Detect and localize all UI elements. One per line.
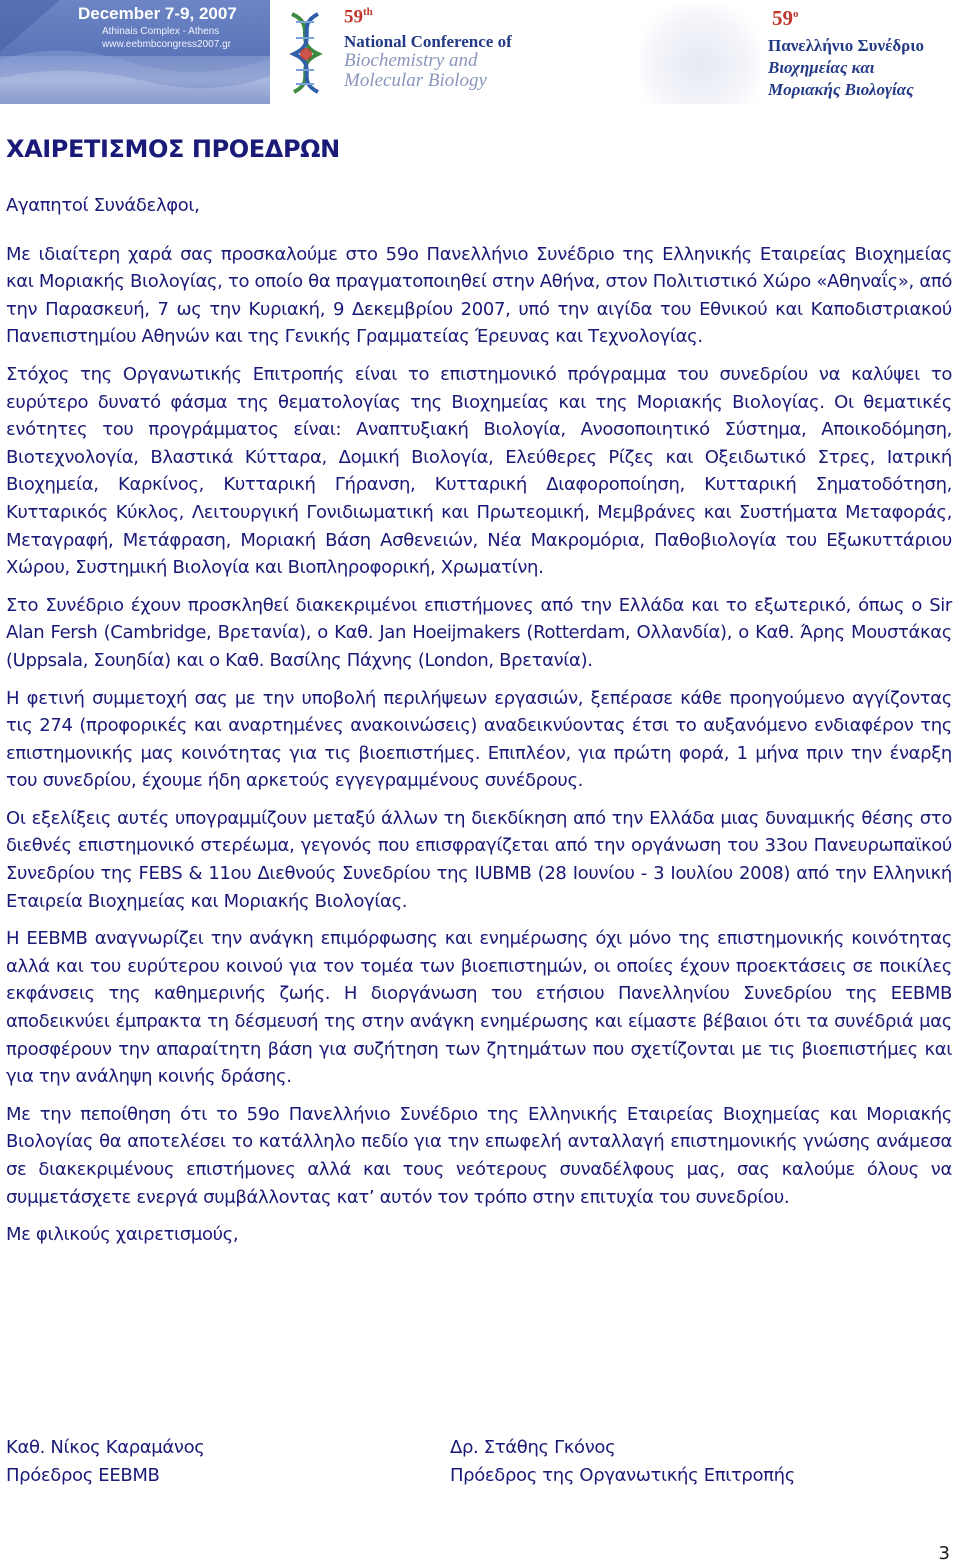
greek-title-line1: Πανελλήνιο Συνέδριο [768, 36, 925, 55]
signature-block [6, 1434, 952, 1494]
greek-title-line3: Μοριακής Βιολογίας [768, 80, 914, 99]
page-number: 3 [938, 1543, 950, 1564]
conference-banner [0, 0, 960, 104]
banner-watermark-image [640, 4, 760, 104]
paragraph-invitation: Με ιδιαίτερη χαρά σας προσκαλούμε στο 59ο Πανελλήνιο Συνέδριο της Ελληνικής Εταιρείας Βιοχημείας και Μοριακής Βιολογίας, το οποίο θα πραγματοποιηθεί στην Αθήνα, στον Πολιτιστικό Χώρο «Αθηναΐς», από την Παρασκευή, 7 ως την Κυριακή, 9 Δεκεμβρίου 2007, υπό την αιγίδα του Εθνικού και Καποδιστριακού Πανεπιστημίου Αθηνών και της Γενικής Γραμματείας Έρευνας και Τεχνολογίας. [6, 243, 952, 348]
paragraph-febs: Οι εξελίξεις αυτές υπογραμμίζουν μεταξύ άλλων τη διεκδίκηση από την Ελλάδα μιας δυναμικής θέσης στο διεθνές επιστημονικό στερέωμα, γεγονός που επισφραγίζεται από την οργάνωση του 33ου Πανευρωπαϊκού Συνεδρίου της FEBS & 11ου Διεθνούς Συνεδρίου της IUBMB (28 Ιουνίου - 3 Ιουλίου 2008) από την Ελληνική Εταιρεία Βιοχημείας και Μοριακής Βιολογίας. [6, 807, 952, 912]
dna-molecule-logo-icon [278, 10, 336, 96]
banner-photo-strip [0, 56, 270, 104]
paragraph-program: Στόχος της Οργανωτικής Επιτροπής είναι το επιστημονικό πρόγραμμα του συνεδρίου να καλύψει το ευρύτερο δυνατό φάσμα της θεματολογίας της Βιοχημείας και της Μοριακής Βιολογίας. Οι θεματικές ενότητες του προγράμματος είναι: Αναπτυξιακή Βιολογία, Ανοσοποιητικό Σύστημα, Αποικοδόμηση, Βιοτεχνολογία, Βλαστικά Κύτταρα, Δομική Βιολογία, Ελεύθερες Ρίζες και Οξειδωτικό Στρες, Ιατρική Βιοχημεία, Καρκίνος, Κυτταρική Γήρανση, Κυτταρική Διαφοροποίηση, Κυτταρική Σηματοδότηση, Κυτταρικός Κύκλος, Λειτουργική Γονιδιωματική και Πρωτεομική, Μεμβράνες και Συστήματα Μεταφοράς, Μεταγραφή, Μετάφραση, Μοριακή Βάση Ασθενειών, Νέα Μακρομόρια, Παθοβιολογία του Εξωκυττάριου Χώρου, Συστημική Βιολογία και Βιοπληροφορική, Χρωματίνη. [6, 363, 952, 579]
paragraph-speakers: Στο Συνέδριο έχουν προσκληθεί διακεκριμένοι επιστήμονες από την Ελλάδα και το εξωτερικό, όπως ο Sir Alan Fersh (Cambridge, Βρετανία), ο Καθ. Jan Hoeijmakers (Rotterdam, Ολλανδία), ο Καθ. Άρης Μουστάκας (Uppsala, Σουηδία) και ο Καθ. Βασίλης Πάχνης (London, Βρετανία). [6, 594, 952, 671]
conference-subtitle-line1: Biochemistry and [344, 50, 478, 71]
conference-number: 59th [344, 6, 373, 28]
conference-title: National Conference of [344, 32, 512, 51]
banner-location: Athinais Complex - Athens [102, 26, 220, 37]
banner-website: www.eebmbcongress2007.gr [102, 39, 231, 50]
banner-date-panel [0, 0, 270, 104]
greeting: Αγαπητοί Συνάδελφοι, [6, 195, 200, 216]
paragraph-eebmb: Η ΕΕΒΜΒ αναγνωρίζει την ανάγκη επιμόρφωσης και ενημέρωσης όχι μόνο της επιστημονικής κοινότητας αλλά και του ευρύτερου κοινού για τον τομέα των βιοεπιστημών, οι οποίες έχουν προεκτάσεις σε ποικίλες εκφάνσεις της καθημερινής ζωής. Η διοργάνωση του ετήσιου Πανελληνίου Συνεδρίου της ΕΕΒΜΒ αποδεικνύει έμπρακτα τη δέσμευσή της στην ανάγκη ενημέρωσης και είμαστε βέβαιοι ότι τα συνέδριά μας προσφέρουν την απαραίτητη βάση για συζήτηση των ζητημάτων που σχετίζονται με τις βιοεπιστήμες και για την ανάληψη κοινής δράσης. [6, 928, 952, 1088]
signature-president [6, 1434, 205, 1490]
signature-role: Πρόεδρος της Οργανωτικής Επιτροπής [450, 1465, 795, 1486]
banner-date: December 7-9, 2007 [78, 4, 237, 23]
signature-name: Καθ. Νίκος Καραμάνος [6, 1437, 205, 1458]
closing-salutation: Με φιλικούς χαιρετισμούς, [6, 1224, 239, 1246]
page-title: ΧΑΙΡΕΤΙΣΜΟΣ ΠΡΟΕΔΡΩΝ [6, 135, 340, 163]
signature-role: Πρόεδρος ΕΕΒΜΒ [6, 1465, 160, 1486]
letter-body [6, 192, 952, 1249]
signature-name: Δρ. Στάθης Γκόνος [450, 1437, 616, 1458]
paragraph-participation: Η φετινή συμμετοχή σας με την υποβολή περιλήψεων εργασιών, ξεπέρασε κάθε προηγούμενο αγγίζοντας τις 274 (προφορικές και αναρτημένες ανακοινώσεις) αναδεικνύοντας έτσι το αυξανόμενο ενδιαφέρον της επιστημονικής μας κοινότητας για τις βιοεπιστήμες. Επιπλέον, για πρώτη φορά, 1 μήνα πριν την έναρξη του συνεδρίου, έχουμε ήδη αρκετούς εγγεγραμμένους συνέδρους. [6, 687, 952, 792]
conference-subtitle-line2: Molecular Biology [344, 70, 487, 91]
signature-organizing-chair [450, 1434, 795, 1490]
paragraph-conclusion: Με την πεποίθηση ότι το 59ο Πανελλήνιο Συνέδριο της Ελληνικής Εταιρείας Βιοχημείας και Μοριακής Βιολογίας θα αποτελέσει το κατάλληλο πεδίο για την επωφελή ανταλλαγή επιστημονικής γνώσης ανάμεσα σε διακεκριμένους επιστήμονες αλλά και τους νεότερους συναδέλφους μας, σας καλούμε όλους να συμμετάσχετε ενεργά συμβάλλοντας κατ’ αυτόν τον τρόπο στην επιτυχία του συνεδρίου. [6, 1103, 952, 1208]
greek-conference-number: $59^o$ [772, 6, 799, 30]
greek-title-line2: Βιοχημείας και [768, 58, 875, 77]
